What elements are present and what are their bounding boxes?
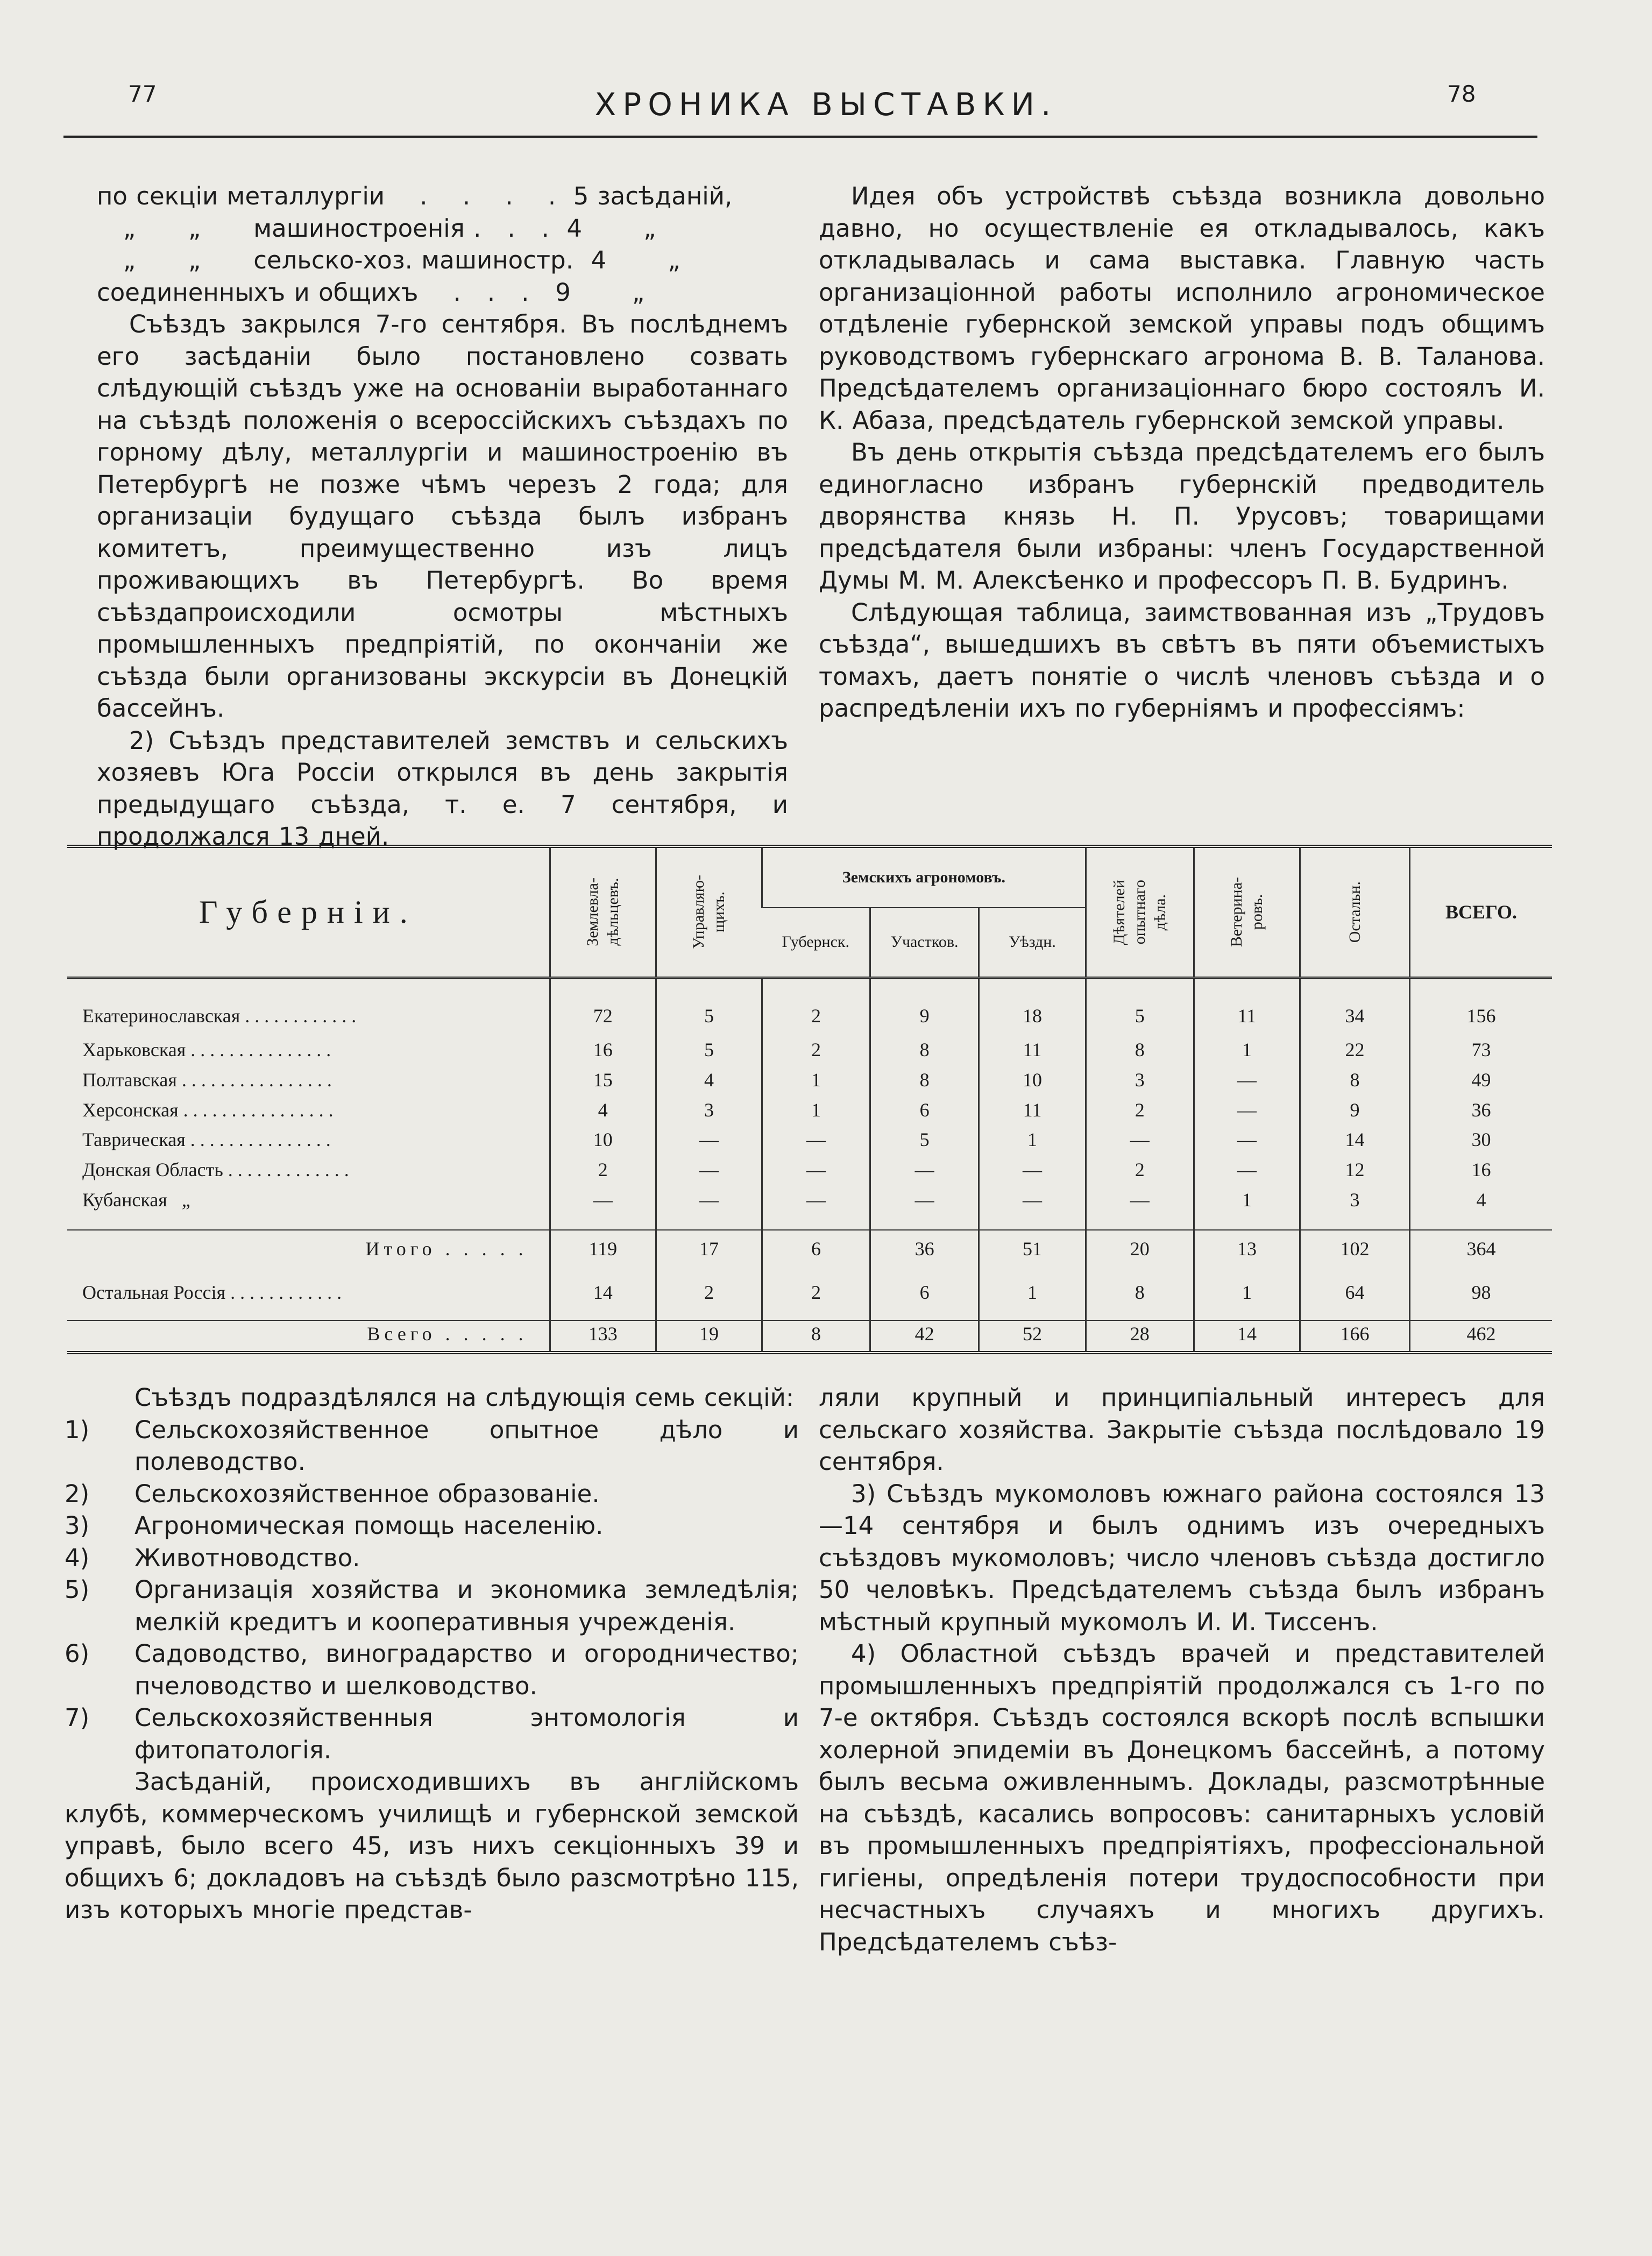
page-number-left: 77 (128, 81, 157, 107)
table-row (67, 1279, 1552, 1320)
cell: 8 (1086, 1279, 1194, 1320)
cell: 3 (1086, 1067, 1194, 1097)
cell: 8 (870, 1037, 979, 1067)
table-row-vsego (67, 1320, 1552, 1351)
cell: 11 (979, 1037, 1086, 1067)
cell: 11 (1194, 978, 1300, 1037)
section-text: Сельскохозяйственное образованіе. (134, 1479, 600, 1508)
vsego-label: Всего . . . . . (67, 1320, 550, 1351)
cell: 462 (1410, 1320, 1552, 1351)
cell: 98 (1410, 1279, 1552, 1320)
cell: — (656, 1187, 762, 1230)
cell: — (870, 1187, 979, 1230)
sections-intro: Съѣздъ подраздѣлялся на слѣдующія семь секцій: (134, 1383, 795, 1412)
cell: 5 (656, 978, 762, 1037)
cell: 15 (550, 1067, 656, 1097)
cell: — (1194, 1097, 1300, 1127)
column-bottom-right (819, 1382, 1545, 1958)
cell: 36 (870, 1230, 979, 1279)
cell: — (550, 1187, 656, 1230)
paragraph: Въ день открытія съѣзда предсѣдателемъ его былъ единогласно избранъ губернскій предводитель дворянства князь Н. П. Урусовъ; товарищами предсѣдателя были избраны: членъ Государственной Думы М. М. Алексѣенко и профессоръ П. В. Будринъ. (819, 438, 1545, 595)
cell: 1 (762, 1097, 870, 1127)
th-uchastkov: Участков. (870, 908, 979, 978)
cell: 1 (979, 1279, 1086, 1320)
cell: 9 (1300, 1097, 1410, 1127)
cell: — (656, 1127, 762, 1157)
section-number: 1) (65, 1415, 90, 1444)
th-ostalnykh: Остальн. (1345, 881, 1364, 943)
cell: 8 (1086, 1037, 1194, 1067)
column-bottom-left (65, 1382, 799, 1926)
section-text: Садоводство, виноградарство и огородничество; пчеловодство и шелководство. (134, 1639, 799, 1700)
cell: 14 (1300, 1127, 1410, 1157)
table-row (67, 978, 1552, 1037)
cell: 1 (1194, 1037, 1300, 1067)
cell: 19 (656, 1320, 762, 1351)
row-name: Харьковская . . . . . . . . . . . . . . . (82, 1038, 331, 1060)
cell: 10 (550, 1127, 656, 1157)
cell: 4 (550, 1097, 656, 1127)
cell: 2 (1086, 1157, 1194, 1187)
cell: — (1194, 1157, 1300, 1187)
cell: 2 (1086, 1097, 1194, 1127)
section-item (65, 1638, 799, 1702)
sections-count-line: соединенныхъ и общихъ . . . 9 „ (97, 278, 645, 307)
cell: 16 (1410, 1157, 1552, 1187)
row-name: Екатеринославская . . . . . . . . . . . . (82, 1005, 357, 1027)
cell: — (979, 1187, 1086, 1230)
th-zemlevladeltsev: Землевла- дѣльцевъ. (583, 878, 622, 947)
cell: — (1194, 1127, 1300, 1157)
table-row (67, 1067, 1552, 1097)
sections-count-line: по секціи металлургіи . . . . 5 засѣданій, (97, 182, 733, 210)
cell: 73 (1410, 1037, 1552, 1067)
table-row (67, 1127, 1552, 1157)
cell: 16 (550, 1037, 656, 1067)
section-number: 3) (65, 1511, 90, 1540)
paragraph: Идея объ устройствѣ съѣзда возникла довольно давно, но осуществленіе ея откладывалось, какъ откладывалась и сама выставка. Главную часть организаціонной работы исполнило агрономическое отдѣленіе губернской земской управы подъ общимъ руководствомъ губернскаго агронома В. В. Таланова. Предсѣдателемъ организаціоннаго бюро состоялъ И. К. Абаза, предсѣдатель губернской земской управы. (819, 182, 1545, 435)
cell: 14 (1194, 1320, 1300, 1351)
header-rule (63, 136, 1537, 138)
cell: — (870, 1157, 979, 1187)
itogo-label: Итого . . . . . (67, 1230, 550, 1279)
th-deyatelei: Дѣятелей опытнаго дѣла. (1110, 879, 1169, 945)
section-number: 4) (65, 1543, 90, 1572)
th-uezdn: Уѣздн. (979, 908, 1086, 978)
table-row (67, 1157, 1552, 1187)
cell: — (979, 1157, 1086, 1187)
th-zemskikh-agronomov: Земскихъ агрономовъ. (762, 848, 1086, 908)
cell: 49 (1410, 1067, 1552, 1097)
sections-count-line: „ „ машиностроенія . . . 4 „ (97, 214, 656, 243)
cell: 2 (656, 1279, 762, 1320)
cell: 5 (1086, 978, 1194, 1037)
cell: 51 (979, 1230, 1086, 1279)
cell: 1 (979, 1127, 1086, 1157)
section-item (65, 1542, 799, 1574)
cell: — (1086, 1127, 1194, 1157)
paragraph: 2) Съѣздъ представителей земствъ и сельскихъ хозяевъ Юга Россіи открылся въ день закрытія предыдущаго съѣзда, т. е. 7 сентября, и продолжался 13 дней. (97, 726, 788, 851)
th-upravlyayushchikh: Управляю- щихъ. (690, 875, 728, 950)
section-item (65, 1478, 799, 1510)
section-text: Сельскохозяйственное опытное дѣло и полеводство. (134, 1415, 799, 1476)
cell: — (762, 1187, 870, 1230)
cell: 52 (979, 1320, 1086, 1351)
cell: 10 (979, 1067, 1086, 1097)
section-item (65, 1702, 799, 1766)
running-header-title: ХРОНИКА ВЫСТАВКИ. (594, 86, 1058, 123)
cell: 6 (870, 1279, 979, 1320)
column-top-left (97, 180, 788, 853)
cell: 133 (550, 1320, 656, 1351)
section-number: 5) (65, 1575, 90, 1604)
cell: 166 (1300, 1320, 1410, 1351)
th-gubernsk: Губернск. (762, 908, 870, 978)
cell: 8 (1300, 1067, 1410, 1097)
section-text: Организація хозяйства и экономика земледѣлія; мелкій кредитъ и кооперативныя учрежденія. (134, 1575, 799, 1636)
table-row (67, 1097, 1552, 1127)
cell: — (762, 1157, 870, 1187)
cell: 364 (1410, 1230, 1552, 1279)
cell: 18 (979, 978, 1086, 1037)
cell: 1 (762, 1067, 870, 1097)
cell: 12 (1300, 1157, 1410, 1187)
cell: — (762, 1127, 870, 1157)
cell: 3 (1300, 1187, 1410, 1230)
cell: 11 (979, 1097, 1086, 1127)
paragraph: Съѣздъ закрылся 7-го сентября. Въ послѣднемъ его засѣданіи было постановлено созвать слѣдующій съѣздъ уже на основаніи выработаннаго на съѣздѣ положенія о всероссійскихъ съѣздахъ по горному дѣлу, металлургіи и машиностроенію въ Петербургѣ не позже чѣмъ черезъ 2 года; для организаціи будущаго съѣзда былъ избранъ комитетъ, преимущественно изъ лицъ проживающихъ въ Петербургѣ. Во время съѣздапроисходили осмотры мѣстныхъ промышленныхъ предпріятій, по окончаніи же съѣзда были организованы экскурсіи въ Донецкій бассейнъ. (97, 310, 788, 723)
cell: 156 (1410, 978, 1552, 1037)
table-row (67, 1037, 1552, 1067)
table-row-itogo (67, 1230, 1552, 1279)
cell: 14 (550, 1279, 656, 1320)
row-name: Донская Область . . . . . . . . . . . . . (82, 1159, 349, 1181)
th-vsego: ВСЕГО. (1410, 848, 1552, 978)
section-number: 2) (65, 1479, 90, 1508)
cell: — (656, 1157, 762, 1187)
cell: 4 (656, 1067, 762, 1097)
row-name: Полтавская . . . . . . . . . . . . . . . . (82, 1069, 332, 1091)
cell: 8 (762, 1320, 870, 1351)
cell: 119 (550, 1230, 656, 1279)
cell: 6 (870, 1097, 979, 1127)
row-name: Херсонская . . . . . . . . . . . . . . . . (82, 1099, 334, 1121)
cell: 2 (762, 978, 870, 1037)
cell: 2 (550, 1157, 656, 1187)
page-number-right: 78 (1447, 81, 1476, 107)
table-row (67, 1187, 1552, 1230)
section-item (65, 1510, 799, 1542)
cell: 17 (656, 1230, 762, 1279)
row-name: Таврическая . . . . . . . . . . . . . . . (82, 1129, 331, 1151)
section-item (65, 1414, 799, 1478)
cell: 34 (1300, 978, 1410, 1037)
cell: 13 (1194, 1230, 1300, 1279)
section-item (65, 1574, 799, 1638)
th-gubernii: Губерніи. (67, 848, 550, 978)
paragraph: Слѣдующая таблица, заимствованная изъ „Трудовъ съѣзда“, вышедшихъ въ свѣтъ въ пяти объемистыхъ томахъ, даетъ понятіе о числѣ членовъ съѣзда и о распредѣленіи ихъ по губерніямъ и профессіямъ: (819, 598, 1545, 723)
section-text: Животноводство. (134, 1543, 360, 1572)
cell: 36 (1410, 1097, 1552, 1127)
cell: 6 (762, 1230, 870, 1279)
cell: — (1194, 1067, 1300, 1097)
section-number: 6) (65, 1639, 90, 1668)
cell: 2 (762, 1037, 870, 1067)
cell: 102 (1300, 1230, 1410, 1279)
cell: 42 (870, 1320, 979, 1351)
cell: 30 (1410, 1127, 1552, 1157)
cell: 4 (1410, 1187, 1552, 1230)
row-name: Остальная Россія . . . . . . . . . . . . (82, 1282, 342, 1304)
cell: 3 (656, 1097, 762, 1127)
cell: 1 (1194, 1187, 1300, 1230)
members-table (67, 845, 1552, 1354)
paragraph: ляли крупный и принципіальный интересъ для сельскаго хозяйства. Закрытіе съѣзда послѣдовало 19 сентября. (819, 1383, 1545, 1476)
row-name: Кубанская „ (82, 1189, 190, 1211)
paragraph: 4) Областной съѣздъ врачей и представителей промышленныхъ предпріятій продолжался съ 1-го по 7-е октября. Съѣздъ состоялся вскорѣ послѣ вспышки холерной эпидеміи въ Донецкомъ бассейнѣ, а потому былъ весьма оживленнымъ. Доклады, разсмотрѣнные на съѣздѣ, касались вопросовъ: санитарныхъ условій въ промышленныхъ предпріятіяхъ, профессіональной гигіены, опредѣленія потери трудоспособности при несчастныхъ случаяхъ и многихъ другихъ. Предсѣдателемъ съѣз- (819, 1639, 1545, 1956)
cell: 28 (1086, 1320, 1194, 1351)
paragraph: Засѣданій, происходившихъ въ англійскомъ клубѣ, коммерческомъ училищѣ и губернской земской управѣ, было всего 45, изъ нихъ секціонныхъ 39 и общихъ 6; докладовъ на съѣздѣ было разсмотрѣно 115, изъ которыхъ многіе представ- (65, 1767, 799, 1924)
cell: 72 (550, 978, 656, 1037)
cell: 1 (1194, 1279, 1300, 1320)
cell: 20 (1086, 1230, 1194, 1279)
cell: 2 (762, 1279, 870, 1320)
column-top-right (819, 180, 1545, 725)
section-text: Агрономическая помощь населенію. (134, 1511, 604, 1540)
cell: 22 (1300, 1037, 1410, 1067)
section-number: 7) (65, 1703, 90, 1732)
cell: 64 (1300, 1279, 1410, 1320)
section-text: Сельскохозяйственныя энтомологія и фитопатологія. (134, 1703, 799, 1764)
sections-count-line: „ „ сельско-хоз. машиностр. 4 „ (97, 246, 680, 274)
cell: 5 (870, 1127, 979, 1157)
cell: 9 (870, 978, 979, 1037)
cell: 5 (656, 1037, 762, 1067)
paragraph: 3) Съѣздъ мукомоловъ южнаго района состоялся 13—14 сентября и былъ однимъ изъ очередныхъ съѣздовъ мукомоловъ; число членовъ съѣзда достигло 50 человѣкъ. Предсѣдателемъ съѣзда былъ избранъ мѣстный крупный мукомолъ И. И. Тиссенъ. (819, 1479, 1545, 1636)
cell: — (1086, 1187, 1194, 1230)
cell: 8 (870, 1067, 979, 1097)
th-veterinarov: Ветерина- ровъ. (1227, 877, 1266, 947)
